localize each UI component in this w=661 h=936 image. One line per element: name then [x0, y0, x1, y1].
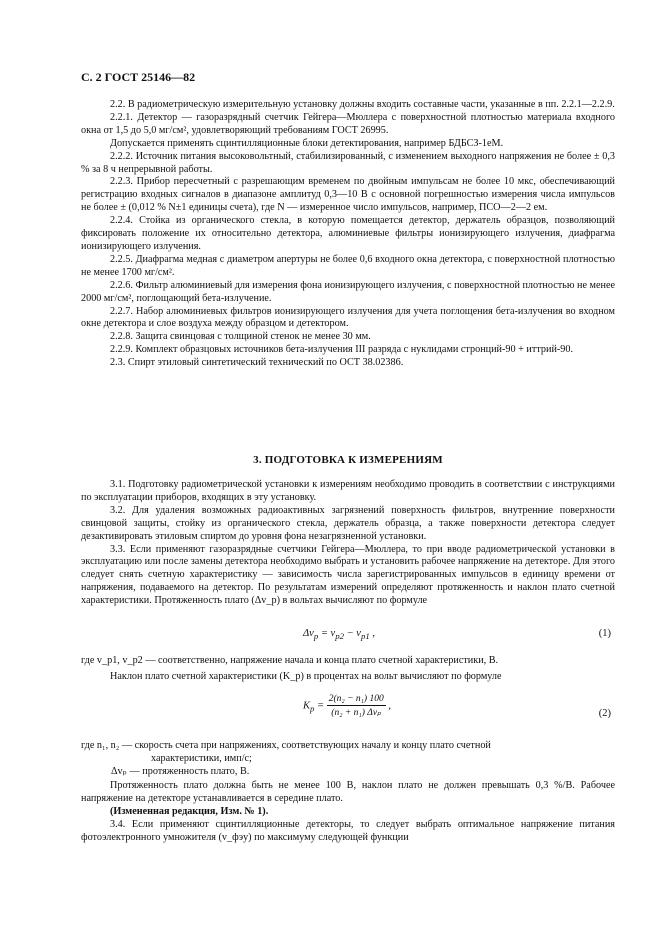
plateau-requirement [81, 780, 615, 845]
paragraph: Допускается применять сцинтилляционные блоки детектирования, например БДБСЗ-1еМ. [110, 137, 504, 149]
fraction [327, 694, 386, 718]
fraction-numerator: 2(n₂ − n₁) 100 [328, 694, 384, 704]
formula-1: $\Delta v_p = v_{p2} - v_{p1}$ , [303, 628, 375, 642]
paragraph: Наклон плато счетной характеристики (K_p) в процентах на вольт вычисляют по формуле [110, 671, 502, 682]
fraction-denominator: (n₂ + n₁) Δvₚ [331, 708, 382, 718]
paragraph: 2.2.7. Набор алюминиевых фильтров ионизирующего излучения для учета поглощения бета-излучения во входном окне детектора и слое воздуха между образцом и детектором. [81, 305, 615, 330]
paragraph: 2.2.5. Диафрагма медная с диаметром апертуры не более 0,6 входного окна детектора, с поверхностной плотностью не менее 1700 мг/см². [81, 253, 615, 278]
legend-line: где n₁, n₂ — скорость счета при напряжениях, соответствующих началу и концу плато счетной [81, 740, 491, 751]
paragraph: 2.2.8. Защита свинцовая с толщиной стенок не менее 30 мм. [110, 331, 371, 343]
equation-number-2: (2) [598, 708, 611, 719]
paragraph: 2.2.1. Детектор — газоразрядный счетчик Гейгера—Мюллера с поверхностной плотностью материала входного окна от 1,5 до 5,0 мг/см², удовлетворяющий требованиям ГОСТ 26995. [81, 111, 615, 136]
edition-note: (Измененная редакция, Изм. № 1). [110, 805, 269, 817]
paragraph: 2.2.9. Комплект образцовых источников бета-излучения III разряда с нуклидами стронций-90 + иттрий-90. [110, 344, 574, 356]
page-header: С. 2 ГОСТ 25146—82 [81, 70, 196, 84]
section-title: 3. ПОДГОТОВКА К ИЗМЕРЕНИЯМ [253, 454, 443, 466]
paragraph: 3.1. Подготовку радиометрической установки к измерениям необходимо проводить в соответствии с инструкциями по эксплуатации приборов, входящих в эту установку. [81, 479, 615, 503]
paragraph: 2.2. В радиометрическую измерительную установку должны входить составные части, указанные в пп. 2.2.1—2.2.9. [110, 99, 615, 110]
paragraph: 2.2.4. Стойка из органического стекла, в которую помещается детектор, держатель образцов, позволяющий фиксировать положение их относительно детектора, алюминиевые фильтры ионизирующего излучения, диафрагма ионизирующего излучения. [81, 215, 615, 252]
legend-line: Δvₚ — протяженность плато, В. [111, 765, 250, 777]
paragraph: 3.4. Если применяют сцинтилляционные детекторы, то следует выбрать оптимальное напряжение питания фотоэлектронного умножителя (v_фэу) по максимуму следующей функции [81, 818, 615, 843]
paragraph: 3.3. Если применяют газоразрядные счетчики Гейгера—Мюллера, то при вводе радиометрической установки в эксплуатацию или после замены детектора необходимо выбрать и установить рабочее напряжение на детекторе. Для этого следует снять счетную характеристику — зависимость числа зарегистрированных импульсов в единицу времени от напряжения, подаваемого на детектор. По результатам измерений определяют протяженность и наклон плато счетной характеристики. Протяженность плато (Δv_p) в вольтах вычисляют по формуле [81, 543, 615, 607]
paragraph: 2.3. Спирт этиловый синтетический технический по ОСТ 38.02386. [110, 357, 404, 369]
legend-line: характеристики, имп/с; [151, 752, 252, 764]
paragraph: 2.2.6. Фильтр алюминиевый для измерения фона ионизирующего излучения, с поверхностной плотностью не менее 2000 мг/см², поглощающий бета-излучение. [81, 279, 615, 304]
formula-2: $K_p$ = $\frac{\text{2(n₂ − n₁) 100}}{\text{(n₂ + n₁) Δvₚ}}$ , [303, 694, 391, 718]
paragraph: 2.2.3. Прибор пересчетный с разрешающим временем по двойным импульсам не более 10 мкс, обеспечивающий регистрацию входных сигналов в диапазоне амплитуд 0,3—10 В с основной погрешностью измерения числа импульсов не более ± (0,012 % N±1 единицы счета), где N — измеренное число импульсов, например, ПСО—2—2 ем. [81, 176, 615, 214]
section-3-body [81, 479, 615, 608]
section-2-body [81, 99, 615, 370]
paragraph: 2.2.2. Источник питания высоковольтный, стабилизированный, с изменением выходного напряжения не более ± 0,3 % за 8 ч непрерывной работы. [81, 150, 615, 175]
slope-paragraph [81, 671, 615, 684]
formula-1-legend: где v_p1, v_p2 — соответственно, напряжение начала и конца плато счетной характеристики, В. [81, 655, 499, 666]
equation-number-1: (1) [598, 628, 611, 639]
paragraph: 3.2. Для удаления возможных радиоактивных загрязнений поверхность фильтров, внутренние поверхности свинцовой защиты, стойку из органического стекла, держатель образца, а также поверхности детектора следует дезактивировать этиловым спиртом до уровня фона незагрязненной установки. [81, 504, 615, 542]
formula-2-legend [81, 740, 621, 779]
paragraph: Протяженность плато должна быть не менее 100 В, наклон плато не должен превышать 0,3 %/В. Рабочее напряжение на детекторе устанавливается в середине плато. [81, 780, 615, 804]
